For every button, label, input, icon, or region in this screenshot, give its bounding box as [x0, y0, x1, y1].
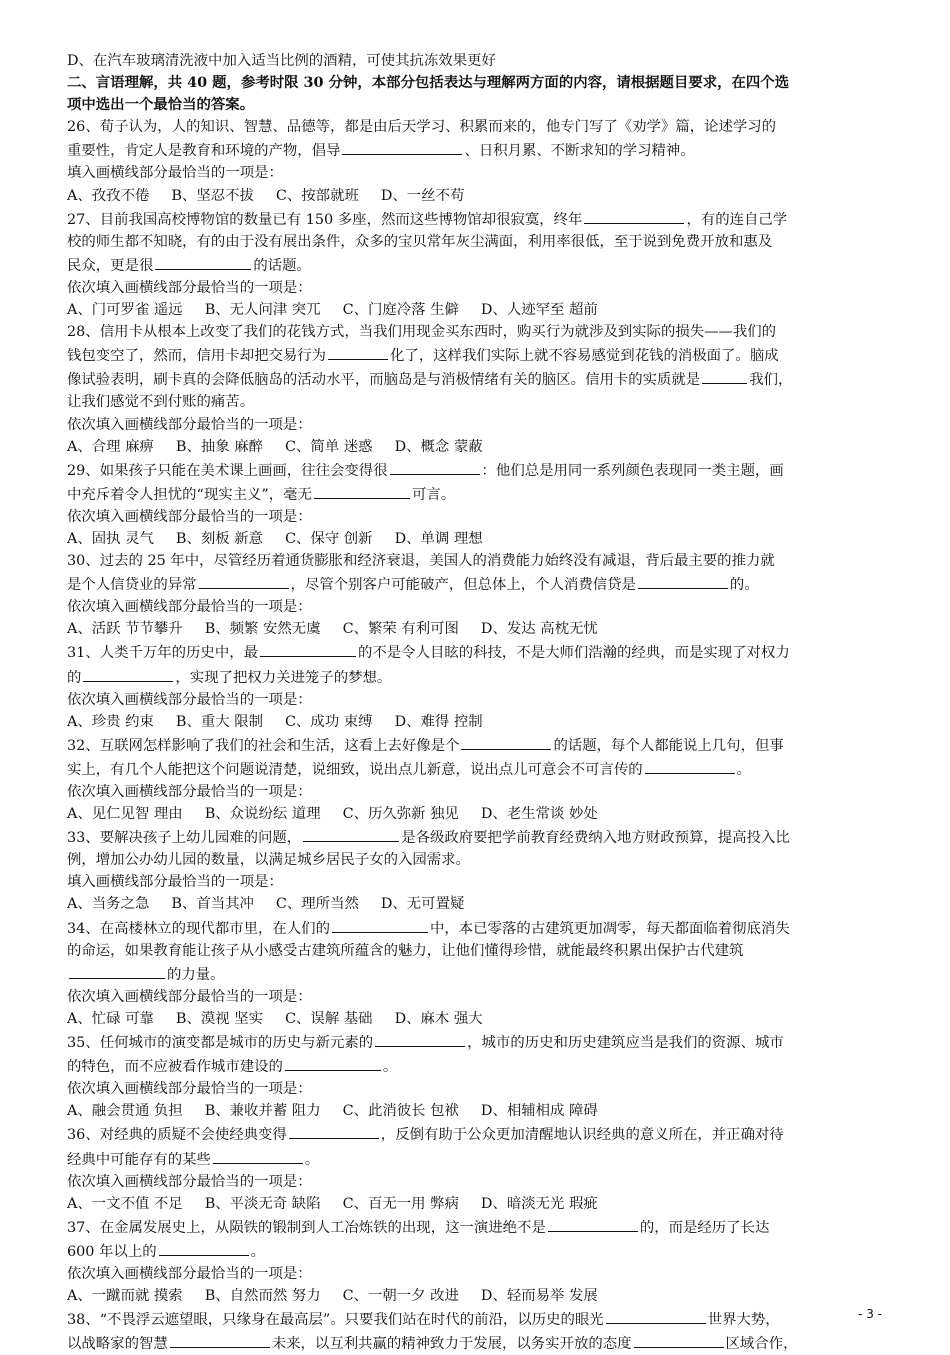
option-d: D、麻木 强大 [394, 1010, 483, 1027]
q38-line-1: 38、“不畏浮云遮望眼，只缘身在最高层”。只要我们站在时代的前沿，以历史的眼光 世界大势， [67, 1307, 885, 1331]
option-d: D、发达 高枕无忧 [480, 621, 598, 638]
q37-line-1: 37、在金属发展史上，从陨铁的锻制到人工冶炼铁的出现，这一演进绝不是 的，而是经历了长达 [67, 1215, 885, 1239]
q29-options [67, 528, 885, 550]
q29-line-2: 中充斥着令人担忧的“现实主义”，毫无 可言。 [67, 482, 885, 506]
option-a: A、一蹴而就 摸索 [67, 1288, 183, 1305]
blank [634, 1331, 724, 1348]
q36-prompt: 依次填入画横线部分最恰当的一项是： [67, 1173, 312, 1190]
option-d: D、无可置疑 [380, 896, 465, 913]
option-d: D、难得 控制 [394, 713, 483, 730]
option-b: B、抽象 麻醉 [175, 438, 264, 455]
option-a: A、门可罗雀 遥远 [67, 302, 183, 319]
option-b: B、重大 限制 [175, 713, 264, 730]
blank [159, 1239, 249, 1256]
q35-prompt: 依次填入画横线部分最恰当的一项是： [67, 1081, 312, 1098]
option-a: A、见仁见智 理由 [67, 806, 183, 823]
q30-line-1: 30、过去的 25 年中，尽管经历着通货膨胀和经济衰退，美国人的消费能力始终没有减退，背后最主要的推力就 [67, 553, 775, 570]
q37-line-2: 600 年以上的 。 [67, 1239, 885, 1263]
option-c: C、百无一用 弊病 [342, 1195, 459, 1212]
q32-prompt: 依次填入画横线部分最恰当的一项是： [67, 784, 312, 800]
q30-options [67, 618, 885, 640]
blank [289, 1122, 379, 1139]
prev-option-d: D、在汽车玻璃清洗液中加入适当比例的酒精，可使其抗冻效果更好 [67, 53, 496, 69]
q29-prompt: 依次填入画横线部分最恰当的一项是： [67, 508, 312, 525]
option-d: D、暗淡无光 瑕疵 [480, 1195, 598, 1212]
option-a: A、一文不值 不足 [67, 1195, 183, 1212]
blank [170, 1331, 270, 1348]
q26-line-1: 26、荀子认为，人的知识、智慧、品德等，都是由后天学习、积累而来的，他专门写了《劝学》篇，论述学习的 [67, 119, 777, 136]
q31-prompt: 依次填入画横线部分最恰当的一项是： [67, 691, 312, 708]
blank [342, 138, 462, 155]
section-title-line-2: 项中选出一个最恰当的答案。 [67, 96, 255, 114]
option-d: D、一丝不苟 [380, 187, 465, 204]
option-a: A、固执 灵气 [67, 530, 154, 547]
q26-options [67, 185, 885, 207]
option-b: B、众说纷纭 道理 [204, 806, 321, 823]
option-b: B、坚忍不拔 [171, 187, 254, 204]
q28-options [67, 436, 885, 458]
q37-prompt: 依次填入画横线部分最恰当的一项是： [67, 1265, 312, 1282]
q32-options [67, 803, 885, 825]
q34-line-1: 34、在高楼林立的现代都市里，在人们的 中，本已零落的古建筑更加凋零，每天都面临着彻底消失 [67, 916, 885, 940]
option-d: D、概念 蒙蔽 [394, 438, 483, 455]
blank [314, 482, 410, 499]
q27-line-1: 27、目前我国高校博物馆的数量已有 150 多座，然而这些博物馆却很寂寞，终年 ，有的连自己学 [67, 207, 885, 231]
q33-line-2: 例，增加公办幼儿园的数量，以满足城乡居民子女的入园需求。 [67, 852, 470, 869]
blank [328, 343, 388, 360]
blank [390, 458, 480, 475]
q28-line-4: 让我们感觉不到付账的痛苦。 [67, 394, 255, 411]
option-d: D、老生常谈 妙处 [480, 806, 598, 823]
q27-options [67, 299, 885, 321]
q35-options [67, 1100, 885, 1122]
option-c: C、误解 基础 [285, 1010, 373, 1027]
q30-prompt: 依次填入画横线部分最恰当的一项是： [67, 599, 312, 616]
q32-line-1: 32、互联网怎样影响了我们的社会和生活，这看上去好像是个 的话题，每个人都能说上几句，但事 [67, 733, 885, 757]
q37-options [67, 1285, 885, 1307]
q34-options [67, 1008, 885, 1030]
option-c: C、历久弥新 独见 [342, 806, 459, 823]
q33-options [67, 893, 885, 915]
q28-line-1: 28、信用卡从根本上改变了我们的花钱方式，当我们用现金买东西时，购买行为就涉及到实际的损失——我们的 [67, 324, 777, 341]
option-a: A、融会贯通 负担 [67, 1103, 183, 1120]
q33-line-1: 33、要解决孩子上幼儿园难的问题， 是各级政府要把学前教育经费纳入地方财政预算，提高投入比 [67, 825, 885, 849]
option-b: B、兼收并蓄 阻力 [204, 1103, 321, 1120]
option-c: C、按部就班 [275, 187, 359, 204]
q34-prompt: 依次填入画横线部分最恰当的一项是： [67, 988, 312, 1005]
q38-line-2: 以战略家的智慧 未来，以互利共赢的精神致力于发展，以务实开放的态度 区域合作， [67, 1331, 885, 1355]
q28-line-2: 钱包变空了，然而，信用卡却把交易行为 化了，这样我们实际上就不容易感觉到花钱的消极面了。脑成 [67, 343, 885, 367]
blank [375, 1030, 465, 1047]
q31-options [67, 711, 885, 733]
option-c: C、一朝一夕 改进 [342, 1288, 459, 1305]
option-a: A、活跃 节节攀升 [67, 621, 183, 638]
blank [199, 572, 289, 589]
q35-line-1: 35、任何城市的演变都是城市的历史与新元素的 ，城市的历史和历史建筑应当是我们的资源、城市 [67, 1030, 885, 1054]
option-c: C、繁荣 有利可图 [342, 621, 459, 638]
option-a: A、珍贵 约束 [67, 713, 154, 730]
q28-prompt: 依次填入画横线部分最恰当的一项是： [67, 416, 312, 433]
blank [213, 1147, 303, 1164]
blank [332, 916, 428, 933]
q36-line-2: 经典中可能存有的某些 。 [67, 1147, 885, 1171]
blank [606, 1307, 706, 1324]
blank [83, 665, 173, 682]
option-b: B、首当其冲 [171, 896, 254, 913]
q30-line-2: 是个人信贷业的异常 ，尽管个别客户可能破产，但总体上，个人消费信贷是 的。 [67, 572, 885, 596]
q34-line-3: 的力量。 [67, 962, 885, 986]
blank [285, 1054, 381, 1071]
section-title-line-1: 二、言语理解，共 40 题，参考时限 30 分钟，本部分包括表达与理解两方面的内容，请根据题目要求，在四个选 [67, 74, 790, 92]
page-content [67, 50, 885, 1355]
blank [638, 572, 728, 589]
option-b: B、漠视 坚实 [175, 1010, 264, 1027]
q27-line-3: 民众，更是很 的话题。 [67, 253, 885, 277]
q26-line-2: 重要性，肯定人是教育和环境的产物，倡导 、日积月累、不断求知的学习精神。 [67, 138, 885, 162]
q27-line-2: 校的师生都不知晓，有的由于没有展出条件，众多的宝贝常年灰尘满面，利用率很低，至于说到免费开放和惠及 [67, 233, 773, 250]
q27-prompt: 依次填入画横线部分最恰当的一项是： [67, 279, 312, 296]
option-b: B、刻板 新意 [175, 530, 264, 547]
q29-line-1: 29、如果孩子只能在美术课上画画，往往会变得很 ：他们总是用同一系列颜色表现同一类主题，画 [67, 458, 885, 482]
option-c: C、成功 束缚 [285, 713, 373, 730]
option-a: A、合理 麻痹 [67, 438, 154, 455]
option-c: C、门庭冷落 生僻 [342, 302, 459, 319]
page-number: - 3 - [858, 1307, 882, 1321]
q34-line-2: 的命运，如果教育能让孩子从小感受古建筑所蕴含的魅力，让他们懂得珍惜，就能最终积累出保护古代建筑 [67, 942, 744, 959]
option-b: B、频繁 安然无虞 [204, 621, 321, 638]
q32-line-2: 实上，有几个人能把这个问题说清楚，说细致，说出点儿新意，说出点儿可意会不可言传的 。 [67, 757, 885, 781]
q31-line-1: 31、人类千万年的历史中，最 的不是令人目眩的科技，不是大师们浩瀚的经典，而是实现了对权力 [67, 640, 885, 664]
option-c: C、理所当然 [275, 896, 359, 913]
option-d: D、单调 理想 [394, 530, 483, 547]
q26-prompt: 填入画横线部分最恰当的一项是： [67, 165, 283, 182]
q31-line-2: 的 ，实现了把权力关进笼子的梦想。 [67, 665, 885, 689]
blank [548, 1215, 638, 1232]
q36-line-1: 36、对经典的质疑不会使经典变得 ，反倒有助于公众更加清醒地认识经典的意义所在，并正确对待 [67, 1122, 885, 1146]
blank [303, 825, 399, 842]
q36-options [67, 1193, 885, 1215]
blank [155, 253, 251, 270]
blank [69, 962, 165, 979]
blank [584, 207, 684, 224]
blank [645, 757, 735, 774]
option-b: B、无人问津 突兀 [204, 302, 321, 319]
q28-line-3: 像试验表明，刷卡真的会降低脑岛的活动水平，而脑岛是与消极情绪有关的脑区。信用卡的实质就是 我们， [67, 367, 885, 391]
option-c: C、简单 迷惑 [285, 438, 373, 455]
blank [702, 367, 747, 384]
q35-line-2: 的特色，而不应被看作城市建设的 。 [67, 1054, 885, 1078]
q33-prompt: 填入画横线部分最恰当的一项是： [67, 874, 283, 891]
option-d: D、人迹罕至 超前 [480, 302, 598, 319]
option-a: A、孜孜不倦 [67, 187, 150, 204]
option-d: D、相辅相成 障碍 [480, 1103, 598, 1120]
blank [260, 640, 356, 657]
option-d: D、轻而易举 发展 [480, 1288, 598, 1305]
option-c: C、保守 创新 [285, 530, 373, 547]
option-a: A、忙碌 可靠 [67, 1010, 154, 1027]
option-b: B、平淡无奇 缺陷 [204, 1195, 321, 1212]
option-a: A、当务之急 [67, 896, 150, 913]
option-b: B、自然而然 努力 [204, 1288, 321, 1305]
option-c: C、此消彼长 包袱 [342, 1103, 459, 1120]
blank [461, 733, 551, 750]
